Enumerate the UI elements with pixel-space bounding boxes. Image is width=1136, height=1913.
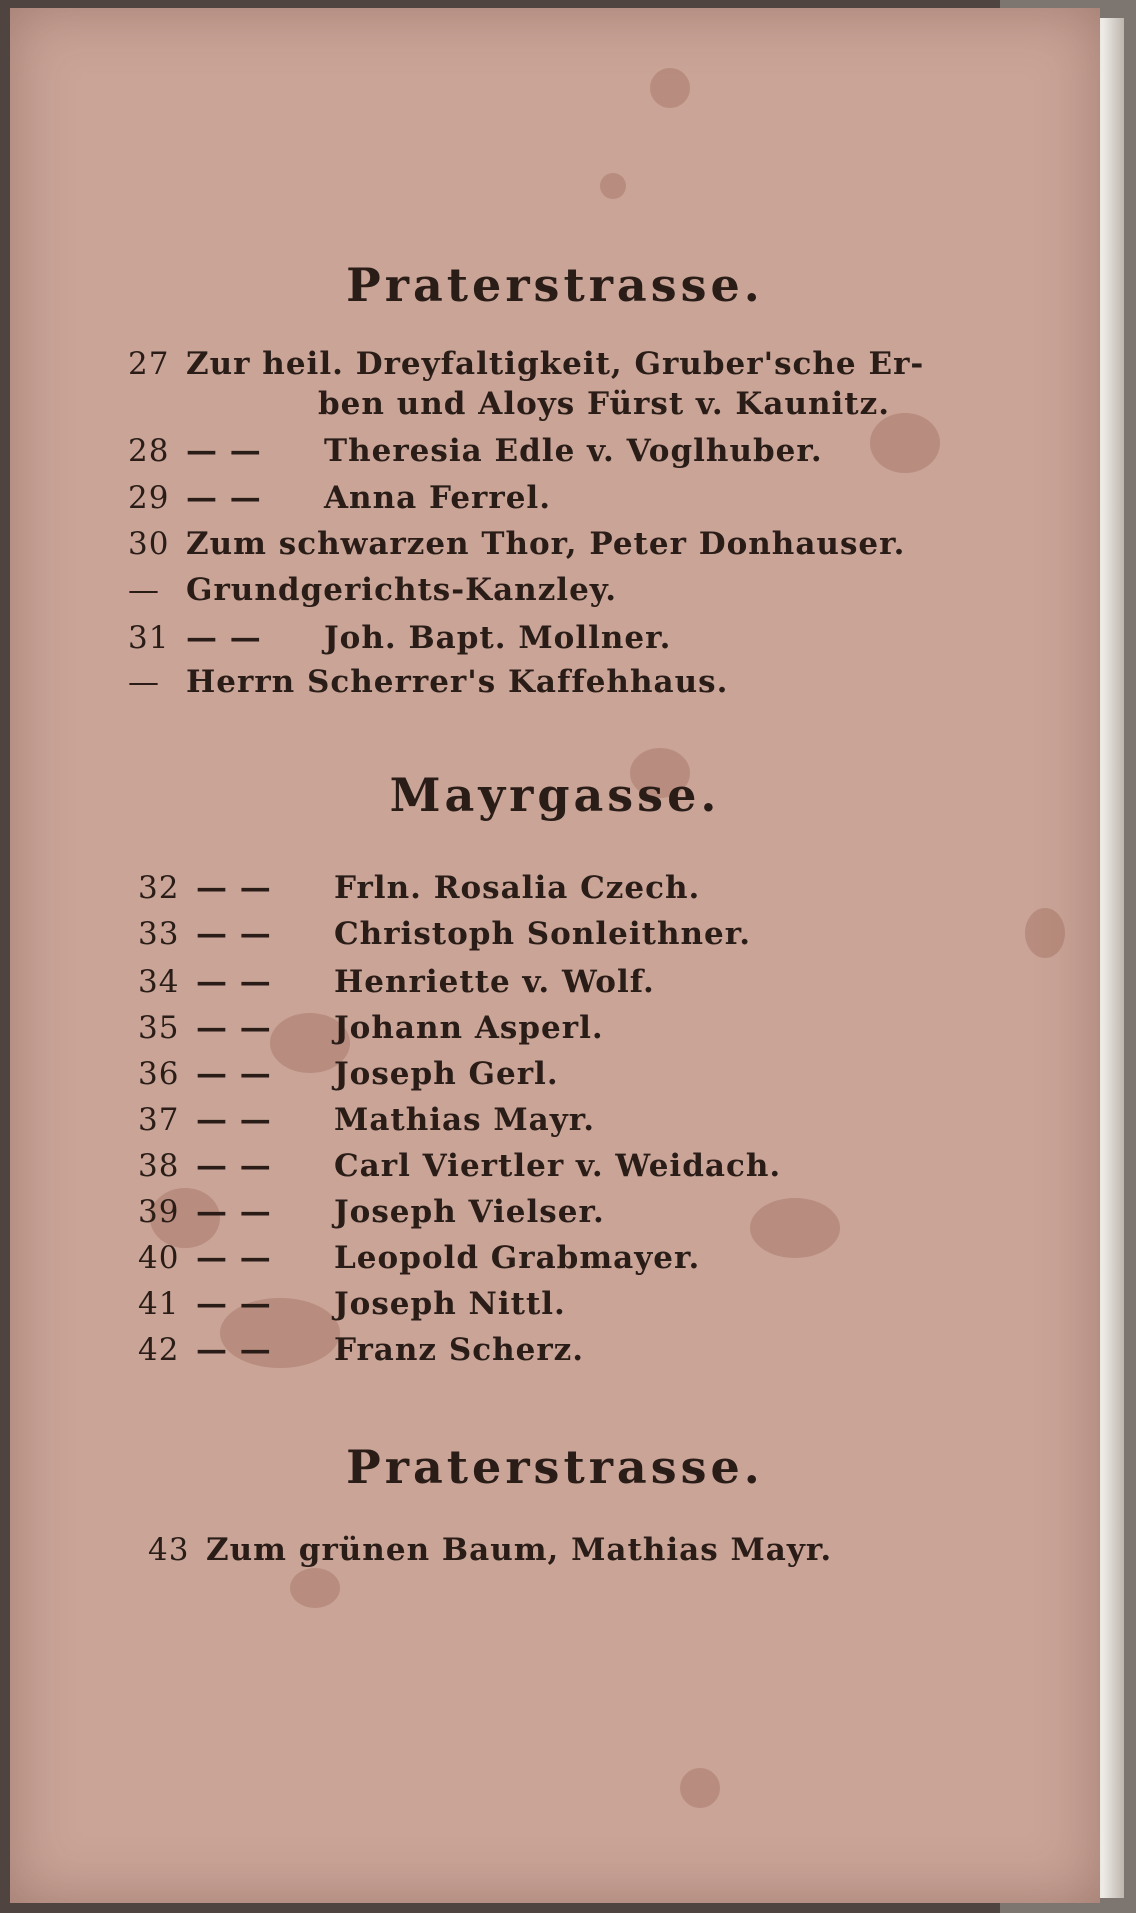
entry-line xyxy=(138,1010,604,1046)
house-number: 33 xyxy=(138,916,180,952)
entry-text: Theresia Edle v. Voglhuber. xyxy=(324,433,823,469)
house-number: 32 xyxy=(138,870,180,906)
house-number: 31 xyxy=(128,620,170,656)
entry-line xyxy=(128,433,823,469)
entry-text: Leopold Grabmayer. xyxy=(334,1240,701,1276)
entry-text: Zum schwarzen Thor, Peter Donhauser. xyxy=(186,526,906,562)
ditto-mark: — — xyxy=(196,1332,272,1368)
ditto-mark: — — xyxy=(186,480,262,516)
section-heading: Praterstrasse. xyxy=(346,258,764,312)
house-number: 42 xyxy=(138,1332,180,1368)
entry-text: Zum grünen Baum, Mathias Mayr. xyxy=(206,1532,833,1568)
house-number: 30 xyxy=(128,526,170,562)
entry-line xyxy=(128,664,728,700)
book-page xyxy=(10,8,1100,1903)
ditto-mark: — — xyxy=(196,1056,272,1092)
entry-line xyxy=(138,1240,700,1276)
ditto-mark: — — xyxy=(196,1240,272,1276)
entry-line xyxy=(138,916,751,952)
ditto-mark: — — xyxy=(196,1194,272,1230)
entry-line xyxy=(138,1286,566,1322)
entry-line xyxy=(128,526,905,562)
house-number: 40 xyxy=(138,1240,180,1276)
house-number: 38 xyxy=(138,1148,180,1184)
section-heading: Mayrgasse. xyxy=(389,768,721,822)
house-number: 36 xyxy=(138,1056,180,1092)
house-number: 41 xyxy=(138,1286,180,1322)
house-number: 27 xyxy=(128,346,170,382)
entry-line xyxy=(138,870,700,906)
entry-text: Mathias Mayr. xyxy=(334,1102,596,1138)
house-number: 37 xyxy=(138,1102,180,1138)
entry-line xyxy=(138,1332,584,1368)
entry-line xyxy=(318,386,890,422)
entry-line xyxy=(138,964,655,1000)
entry-line xyxy=(128,620,671,656)
entry-text: Henriette v. Wolf. xyxy=(334,964,655,1000)
entry-line xyxy=(128,346,924,382)
entry-text: Zur heil. Dreyfaltigkeit, Gruber'sche Er- xyxy=(186,346,925,382)
entry-text: Joh. Bapt. Mollner. xyxy=(324,620,672,656)
entry-text: Anna Ferrel. xyxy=(324,480,552,516)
house-number: 39 xyxy=(138,1194,180,1230)
house-number: 34 xyxy=(138,964,180,1000)
house-number: 29 xyxy=(128,480,170,516)
entry-text: Franz Scherz. xyxy=(334,1332,585,1368)
entry-line xyxy=(128,480,551,516)
entry-text: Frln. Rosalia Czech. xyxy=(334,870,701,906)
house-number: — xyxy=(128,572,160,608)
ditto-mark: — — xyxy=(196,964,272,1000)
ditto-mark: — — xyxy=(196,1010,272,1046)
entry-line xyxy=(148,1532,832,1568)
entry-line xyxy=(138,1102,595,1138)
section-heading: Praterstrasse. xyxy=(346,1440,764,1494)
ditto-mark: — — xyxy=(196,1102,272,1138)
entry-line xyxy=(138,1056,559,1092)
entry-text: Carl Viertler v. Weidach. xyxy=(334,1148,782,1184)
entry-text: Johann Asperl. xyxy=(334,1010,604,1046)
ditto-mark: — — xyxy=(186,620,262,656)
entry-text: Joseph Nittl. xyxy=(334,1286,566,1322)
entry-line xyxy=(138,1148,781,1184)
ditto-mark: — — xyxy=(196,870,272,906)
page-text xyxy=(10,8,1100,1903)
house-number: — xyxy=(128,664,160,700)
house-number: 35 xyxy=(138,1010,180,1046)
entry-text: ben und Aloys Fürst v. Kaunitz. xyxy=(318,386,891,422)
ditto-mark: — — xyxy=(186,433,262,469)
entry-text: Grundgerichts-Kanzley. xyxy=(186,572,618,608)
house-number: 43 xyxy=(148,1532,190,1568)
entry-line xyxy=(128,572,617,608)
entry-text: Joseph Vielser. xyxy=(334,1194,605,1230)
ditto-mark: — — xyxy=(196,916,272,952)
house-number: 28 xyxy=(128,433,170,469)
entry-text: Herrn Scherrer's Kaffehhaus. xyxy=(186,664,729,700)
ditto-mark: — — xyxy=(196,1286,272,1322)
ditto-mark: — — xyxy=(196,1148,272,1184)
entry-text: Christoph Sonleithner. xyxy=(334,916,752,952)
entry-line xyxy=(138,1194,605,1230)
entry-text: Joseph Gerl. xyxy=(334,1056,559,1092)
